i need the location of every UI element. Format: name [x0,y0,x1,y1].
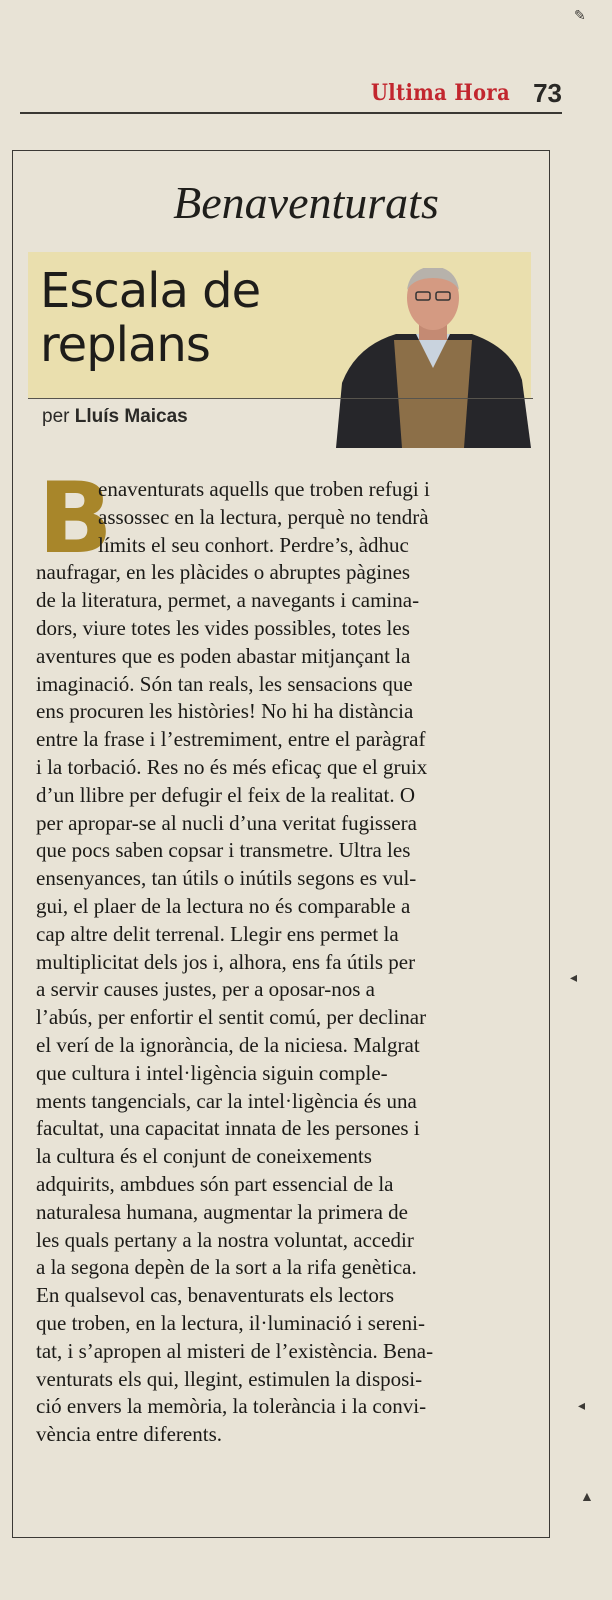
pin-mark-icon: ◂ [570,971,578,986]
article-line: ments tangencials, car la intel·ligència és una [36,1088,417,1113]
column-title-line: Escala de [40,263,261,319]
article-line: la cultura és el conjunt de coneixements [36,1144,372,1169]
article-line: entre la frase i l’estremiment, entre el paràgraf [36,727,426,752]
article-line: naufragar, en les plàcides o abruptes pàgines [36,560,411,585]
article-line: a la segona depèn de la sort a la rifa genètica. [36,1255,417,1280]
article-line: i la torbació. Res no és més eficaç que el gruix [36,754,428,779]
article-line: adquirits, ambdues són part essencial de la [36,1171,394,1196]
article-line: ens procuren les històries! No hi ha distància [36,699,414,724]
byline-prefix: per [42,406,70,427]
pin-mark-icon: ▲ [580,1490,594,1505]
article-line: l’abús, per enfortir el sentit comú, per declinar [36,1005,427,1030]
drop-cap: B [38,462,113,576]
article-line: vència entre diferents. [36,1422,222,1447]
article-line: a servir causes justes, per a oposar-nos a [36,977,375,1002]
masthead-logo: Ultima Hora [370,80,510,106]
article-body [36,462,518,1449]
column-title-line: replans [40,317,210,373]
article-line: imaginació. Són tan reals, les sensacions que [36,671,413,696]
page-number: 73 [533,78,562,108]
article-line: En qualsevol cas, benaventurats els lectors [36,1283,395,1308]
article-line: que pocs saben copsar i transmetre. Ultra les [36,838,411,863]
author-photo [336,268,531,448]
article-line: enaventurats aquells que troben refugi i [98,477,430,501]
article-line: el verí de la ignorància, de la niciesa. Malgrat [36,1032,420,1057]
article-line: cap altre delit terrenal. Llegir ens permet la [36,921,399,946]
pin-mark-icon: ✎ [574,9,586,24]
article-line: tat, i s’apropen al misteri de l’existència. Bena- [36,1338,434,1363]
article-line: les quals pertany a la nostra voluntat, accedir [36,1227,414,1252]
author-photo-image [336,268,531,448]
article-line: ció envers la memòria, la tolerància i la convi- [36,1394,427,1419]
article-line: límits el seu conhort. Perdre’s, àdhuc [98,532,409,557]
article-line: ensenyances, tan útils o inútils segons es vul- [36,866,417,891]
column-title [40,264,340,372]
article-line: d’un llibre per defugir el feix de la realitat. O [36,782,416,807]
byline [42,406,188,428]
article-line: naturalesa humana, augmentar la primera de [36,1199,408,1224]
article-line: que troben, en la lectura, il·luminació i sereni- [36,1310,425,1335]
article-line: dors, viure totes les vides possibles, totes les [36,615,410,640]
byline-divider [28,398,533,399]
article-line: assossec en la lectura, perquè no tendrà [98,504,429,529]
article-line: facultat, una capacitat innata de les persones i [36,1116,420,1141]
page-header [20,78,562,114]
pin-mark-icon: ◂ [578,1399,586,1414]
article-line: venturats els qui, llegint, estimulen la disposi- [36,1366,423,1391]
article-line: gui, el plaer de la lectura no és comparable a [36,893,411,918]
author-name: Lluís Maicas [74,406,188,427]
article-line: de la literatura, permet, a navegants i camina- [36,588,420,613]
article-line: aventures que es poden abastar mitjançant la [36,643,411,668]
article-line: multiplicitat dels jos i, alhora, ens fa útils per [36,949,416,974]
article-line: per apropar-se al nucli d’una veritat fugissera [36,810,417,835]
article-line: que cultura i intel·ligència siguin comple- [36,1060,388,1085]
section-title: Benaventurats [173,177,439,228]
